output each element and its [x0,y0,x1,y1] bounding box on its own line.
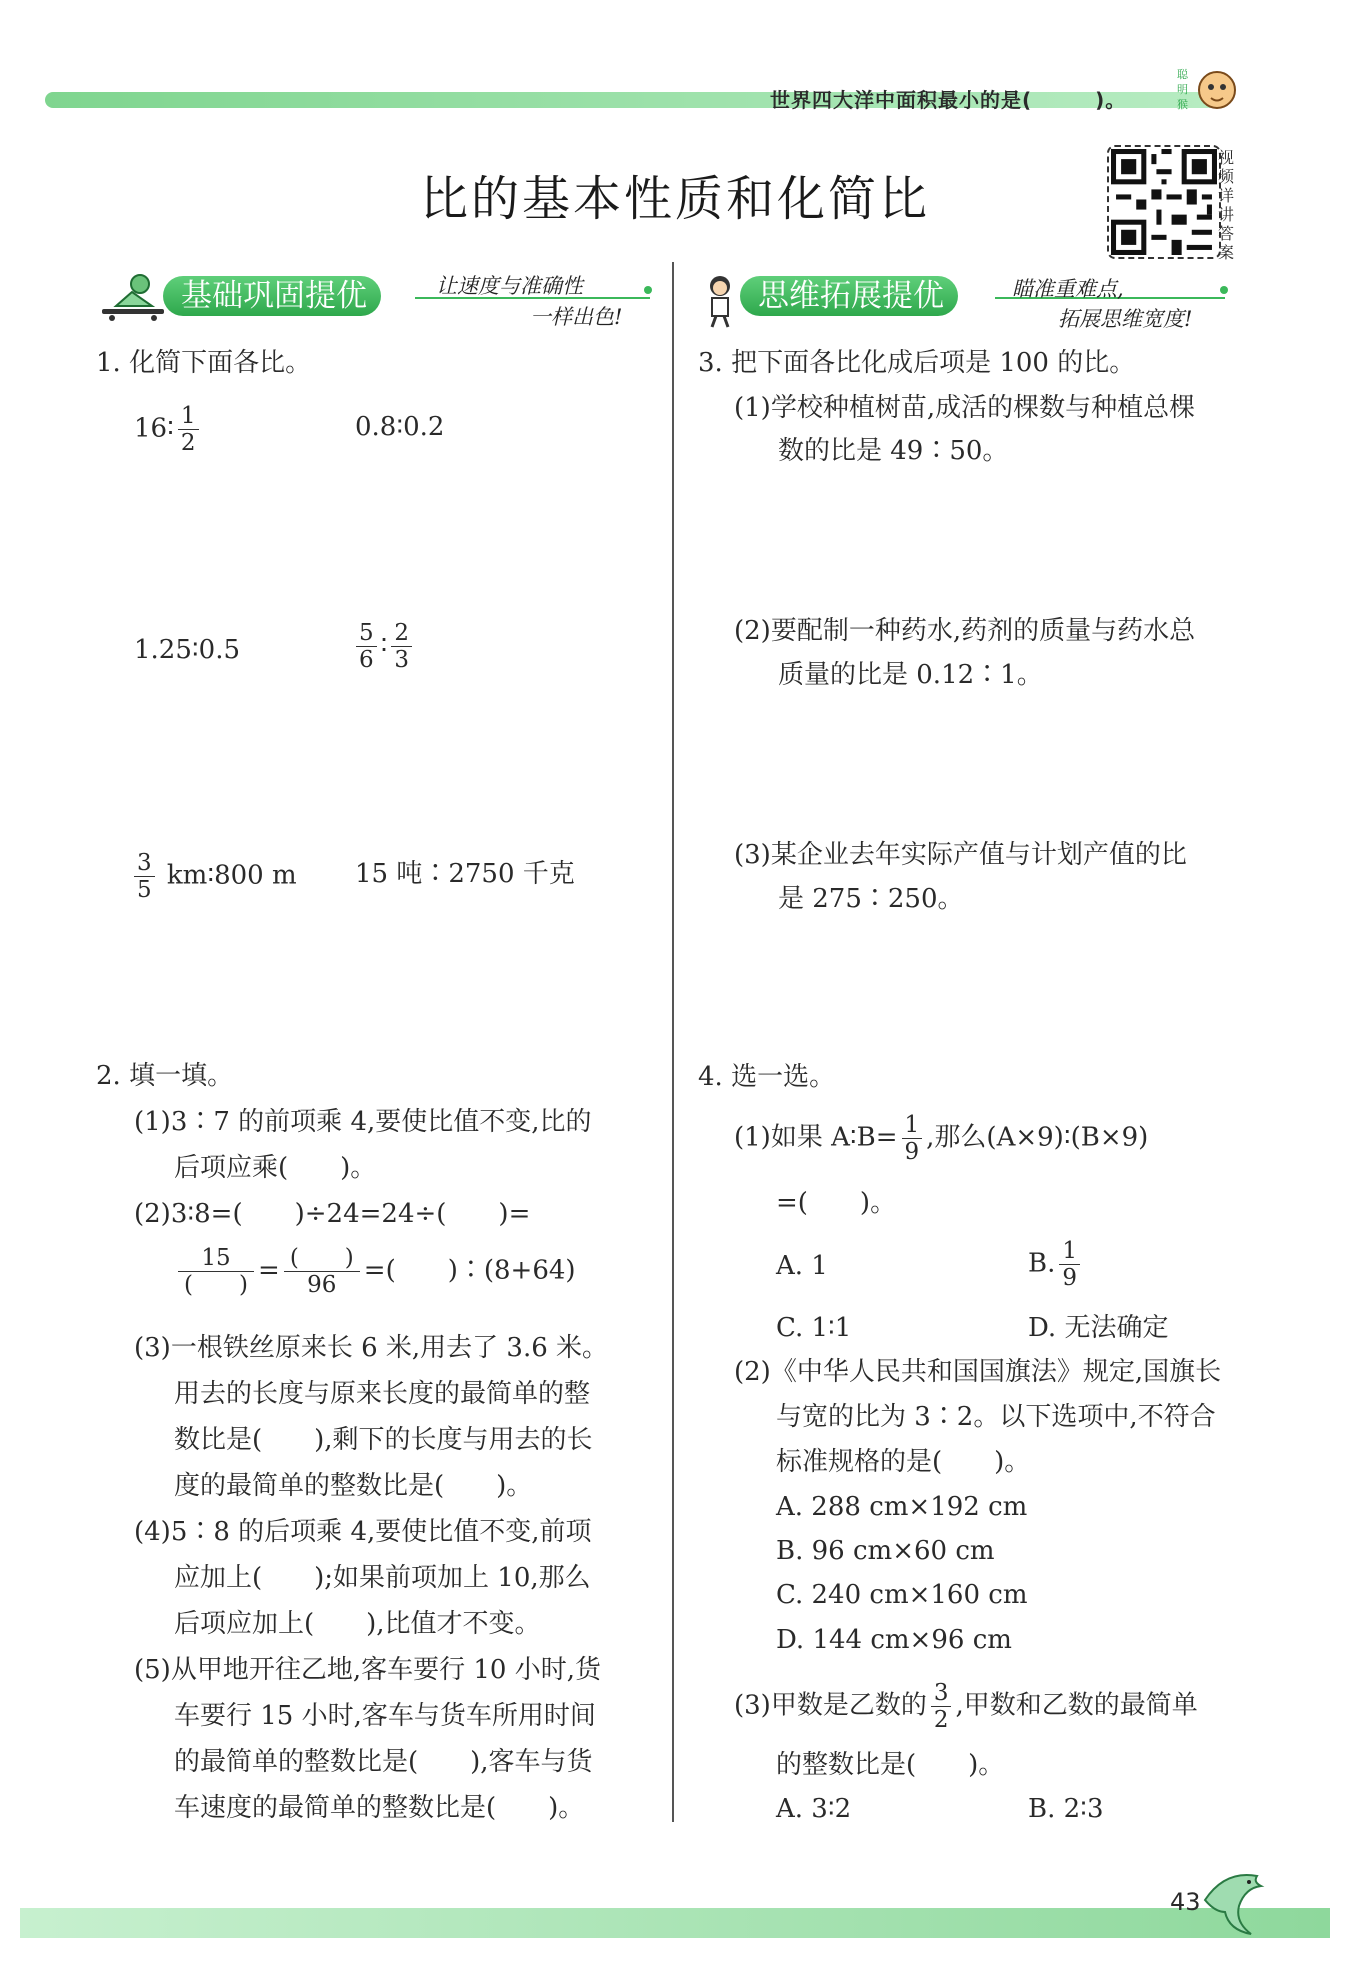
q1-a-num: 1 [178,403,199,430]
q1-a [134,403,203,456]
q2-p3-line4: 度的最简单的整数比是( )。 [174,1471,533,1501]
q2-p2-f2-num: ( ) [284,1245,360,1272]
right-section-banner: 思维拓展提优 [740,276,958,316]
q1-e-fraction [134,850,155,903]
q1-a-den: 2 [180,430,196,456]
q4-p2-line3: 标准规格的是( )。 [776,1447,1031,1477]
q1-d-sep: ∶ [380,630,388,661]
right-banner-dot [1220,286,1228,294]
q2-p3-line2: 用去的长度与原来长度的最简单的整 [174,1379,591,1409]
header-question: 世界四大洋中面积最小的是( )。 [770,88,1127,112]
q4-p3-pre: (3)甲数是乙数的 [734,1690,927,1721]
q2-p2-eq1: = [258,1255,280,1286]
q2-title: 2. 填一填。 [96,1061,234,1091]
q2-p2-fraction1 [178,1245,254,1298]
q4-p1-optB-pre: B. [1028,1248,1056,1279]
q4-p1-line2: =( )。 [776,1188,897,1218]
q4-p2-option-b[interactable]: B. 96 cm×60 cm [776,1536,995,1566]
q4-p1-fraction [902,1112,923,1165]
qr-label: 视频详讲答案 [1218,148,1235,262]
page-number: 43 [1170,1888,1201,1916]
q1-d-num2: 2 [391,620,412,647]
q3-p1-line2: 数的比是 49∶50。 [778,436,1009,466]
q4-p1-post: ,那么(A×9)∶(B×9) [926,1122,1149,1153]
q1-d-den1: 6 [359,647,374,673]
q2-p1-line2: 后项应乘( )。 [174,1153,377,1183]
q3-p2-line2: 质量的比是 0.12∶1。 [778,660,1043,690]
q4-p1-den: 9 [904,1139,920,1165]
q3-p2-line1: (2)要配制一种药水,药剂的质量与药水总 [734,616,1196,646]
q2-p5-line2: 车要行 15 小时,客车与货车所用时间 [174,1701,596,1731]
q2-p2-f1-den: ( ) [184,1272,248,1298]
q2-p1-line1: (1)3∶7 的前项乘 4,要使比值不变,比的 [134,1107,592,1137]
q1-e-den: 5 [137,877,152,903]
q4-p3-num: 3 [931,1680,952,1707]
q1-b: 0.8∶0.2 [355,412,445,442]
q4-p2-line1: (2)《中华人民共和国国旗法》规定,国旗长 [734,1357,1222,1387]
q2-p2-f2-den: 96 [307,1272,337,1298]
q2-p3-line1: (3)一根铁丝原来长 6 米,用去了 3.6 米。 [134,1333,609,1363]
right-slogan-line1: 瞄准重难点, [1012,277,1124,301]
q4-p1-optB-fraction [1059,1238,1080,1291]
q1-e [130,850,297,903]
q4-p3-option-b[interactable]: B. 2∶3 [1028,1794,1104,1824]
q4-p2-option-c[interactable]: C. 240 cm×160 cm [776,1580,1028,1610]
mascot-label-3: 猴 [1177,98,1188,111]
q4-p1-option-d[interactable]: D. 无法确定 [1028,1313,1169,1343]
q4-p3-line1 [734,1680,1198,1733]
footer-bar [20,1908,1330,1938]
q4-p1-option-c[interactable]: C. 1∶1 [776,1313,852,1343]
q2-p5-line4: 车速度的最简单的整数比是( )。 [174,1793,585,1823]
q2-p2-f1-num: 15 [178,1245,254,1272]
mascot-label-2: 明 [1177,83,1188,96]
q1-a-fraction [178,403,199,456]
q2-p5-line3: 的最简单的整数比是( ),客车与货 [174,1747,593,1777]
dolphin-icon [1195,1860,1275,1940]
q4-p1-option-a[interactable]: A. 1 [776,1251,828,1281]
mascot-label-1: 聪 [1177,68,1188,81]
page-title: 比的基本性质和化简比 [419,171,930,227]
q3-p3-line1: (3)某企业去年实际产值与计划产值的比 [734,840,1187,870]
q4-p3-den: 2 [933,1707,949,1733]
q4-p1-line1 [734,1112,1148,1165]
q4-p1-pre: (1)如果 A∶B= [734,1122,898,1153]
q3-p3-line2: 是 275∶250。 [778,884,964,914]
qr-code[interactable] [1107,145,1221,259]
q4-p3-option-a[interactable]: A. 3∶2 [776,1794,852,1824]
q4-p3-post: ,甲数和乙数的最简单 [955,1690,1198,1721]
q4-p3-fraction [931,1680,952,1733]
q1-e-num: 3 [134,850,155,877]
q4-p1-num: 1 [902,1112,923,1139]
q1-d-num1: 5 [356,620,377,647]
q1-c: 1.25∶0.5 [134,635,241,665]
q1-d-fraction1 [356,620,377,673]
q2-p2-tail: =( )∶(8+64) [363,1255,576,1286]
q4-p2-line2: 与宽的比为 3∶2。以下选项中,不符合 [776,1402,1216,1432]
monkey-mascot-icon [1175,60,1245,120]
q1-d [352,620,416,673]
q2-p2-fraction2 [284,1245,360,1298]
q2-p2-line1: (2)3∶8=( )÷24=24÷( )= [134,1199,531,1229]
q1-d-den2: 3 [394,647,410,673]
q4-title: 4. 选一选。 [698,1062,836,1092]
right-slogan-line2: 拓展思维宽度! [1058,307,1193,331]
qr-pattern-icon [1111,149,1217,255]
q3-p1-line1: (1)学校种植树苗,成活的棵数与种植总棵 [734,393,1196,423]
q4-p1-optB-num: 1 [1059,1238,1080,1265]
q2-p3-line3: 数比是( ),剩下的长度与用去的长 [174,1425,593,1455]
q2-p5-line1: (5)从甲地开往乙地,客车要行 10 小时,货 [134,1655,601,1685]
left-section-banner: 基础巩固提优 [163,276,381,316]
q4-p2-option-d[interactable]: D. 144 cm×96 cm [776,1625,1012,1655]
q4-p2-option-a[interactable]: A. 288 cm×192 cm [776,1492,1028,1522]
q1-title: 1. 化简下面各比。 [96,348,312,378]
q1-d-fraction2 [391,620,412,673]
left-slogan-line2: 一样出色! [530,305,623,329]
q1-f: 15 吨∶2750 千克 [355,859,575,889]
q3-title: 3. 把下面各比化成后项是 100 的比。 [698,348,1136,378]
q2-p4-line3: 后项应加上( ),比值才不变。 [174,1609,541,1639]
q4-p3-line2: 的整数比是( )。 [776,1750,1005,1780]
q1-a-prefix: 16∶ [134,413,174,444]
column-divider [672,262,674,1822]
q2-p4-line2: 应加上( );如果前项加上 10,那么 [174,1563,591,1593]
left-banner-dot [644,286,652,294]
q2-p2-line2 [174,1245,576,1298]
skateboard-kid-icon [96,272,172,322]
q1-e-suffix: km∶800 m [166,860,297,891]
q4-p1-optB-den: 9 [1062,1265,1078,1291]
q2-p4-line1: (4)5∶8 的后项乘 4,要使比值不变,前项 [134,1517,592,1547]
left-slogan-line1: 让速度与准确性 [436,274,583,298]
q4-p1-option-b[interactable] [1028,1238,1084,1291]
